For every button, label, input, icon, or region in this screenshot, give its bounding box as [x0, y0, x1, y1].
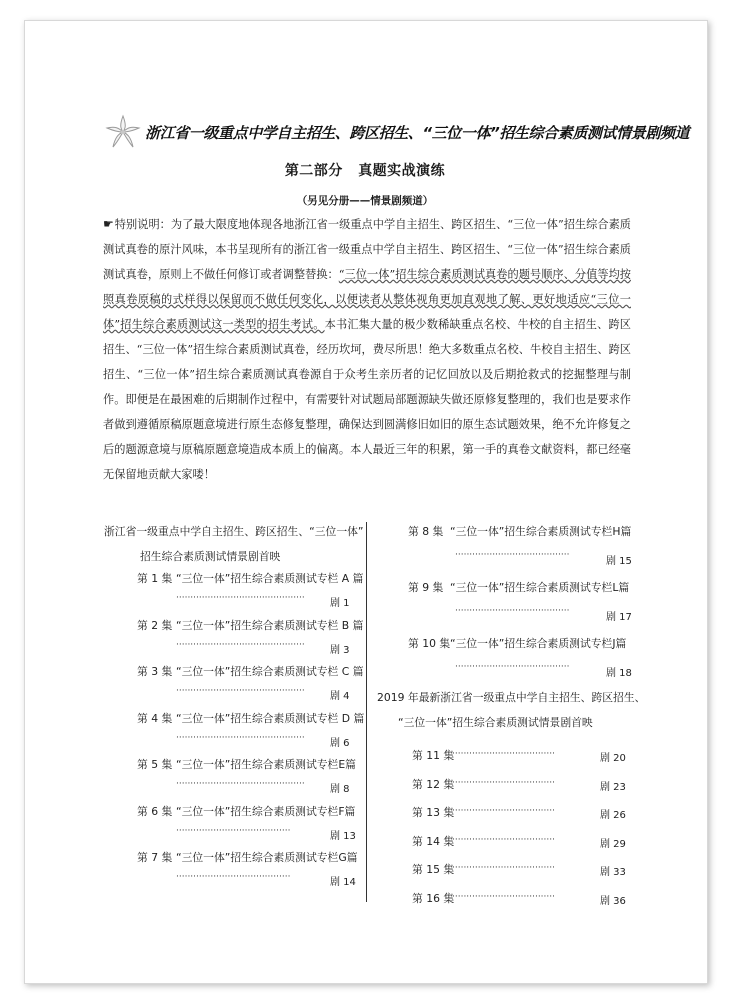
toc-right-heading-1: 2019 年最新浙江省一级重点中学自主招生、跨区招生、	[377, 691, 646, 704]
intro-text-2: “三位一体”招生综合素质测试真卷的题号顺序、分值等均按照真卷原稿的式样得以保留而不做任何变化，以便读者从整体视角更加直观地了解、更好地适应“三位一体”招生综合素质测试这一类型的招生考试。	[103, 268, 631, 331]
section-title	[0, 160, 730, 180]
toc-leader-dots: ·············································	[176, 639, 305, 650]
toc-episode: 第 13 集	[412, 806, 455, 820]
toc-page-number: 剧 20	[600, 753, 626, 764]
toc-page-number: 剧 23	[600, 781, 626, 793]
toc-entry-title: “三位一体”招生综合素质测试专栏 C 篇	[176, 665, 364, 678]
toc-episode: 第 7 集	[137, 851, 173, 864]
toc-page-number: 剧 6	[330, 737, 350, 749]
intro-text-1: 特别说明：为了最大限度地体现各地浙江省一级重点中学自主招生、跨区招生、“三位一体”招生综合素质测试真卷的原汁风味，本书呈现所有的浙江省一级重点中学自主招生、跨区招生、“三位一体”招生综合素质测试真卷，原则上不做任何修订或者调整替换：	[103, 218, 631, 281]
page-title: 浙江省一级重点中学自主招生、跨区招生、“三位一体”招生综合素质测试情景剧频道	[145, 123, 690, 142]
toc-page-number: 剧 14	[330, 877, 356, 888]
flower-star-icon	[105, 114, 141, 150]
toc-leader-dots: ····································	[452, 749, 555, 759]
toc-leader-dots: ········································	[455, 662, 570, 672]
toc-left-heading-1: 浙江省一级重点中学自主招生、跨区招生、“三位一体”	[104, 525, 364, 538]
toc-entry-title: “三位一体”招生综合素质测试专栏 B 篇	[176, 618, 364, 632]
toc-episode: 第 8 集	[408, 525, 444, 538]
toc-leader-dots: ········································	[176, 872, 291, 882]
toc-episode: 第 9 集	[408, 581, 444, 594]
toc-page-number: 剧 4	[330, 691, 350, 702]
pointing-hand-icon: ☛	[103, 217, 114, 231]
toc-leader-dots: ·············································	[176, 732, 305, 743]
toc-episode: 第 1 集	[137, 572, 173, 585]
toc-leader-dots: ·············································	[176, 593, 305, 603]
section-name: 真题实战演练	[358, 163, 446, 179]
toc-entry-title: “三位一体”招生综合素质测试专栏L篇	[450, 581, 630, 594]
toc-episode: 第 12 集	[412, 777, 455, 791]
toc-leader-dots: ·············································	[176, 686, 305, 696]
toc-page-number: 剧 8	[330, 784, 350, 795]
section-note: （另见分册——情景剧频道）	[296, 195, 434, 207]
toc-entry-title: “三位一体”招生综合素质测试专栏J篇	[450, 637, 627, 650]
toc-episode: 第 16 集	[412, 892, 455, 905]
toc-entry-title: “三位一体”招生综合素质测试专栏G篇	[176, 851, 358, 864]
toc-leader-dots: ·············································	[176, 779, 305, 789]
toc-episode: 第 5 集	[137, 758, 173, 771]
toc-page-number: 剧 26	[600, 810, 626, 822]
toc-leader-dots: ····································	[452, 863, 555, 874]
toc-entry-title: “三位一体”招生综合素质测试专栏 D 篇	[176, 711, 365, 725]
toc-leader-dots: ····································	[452, 892, 555, 902]
toc-episode: 第 6 集	[137, 804, 173, 818]
main-title	[105, 114, 689, 150]
toc-episode: 第 10 集	[408, 637, 451, 650]
toc-episode: 第 11 集	[412, 749, 455, 762]
section-part: 第二部分	[284, 163, 343, 179]
intro-text-3: 本书汇集大量的极少数稀缺重点名校、牛校的自主招生、跨区招生、“三位一体”招生综合素质测试真卷，经历坎坷，费尽所思！绝大多数重点名校、牛校自主招生、跨区招生、“三位一体”招生综合素质测试真卷源自于众考生亲历者的记忆回放以及后期抢救式的挖掘整理与制作。即便是在最困难的后期制作过程中，有需要针对试题局部题源缺失做还原修复整理的，我们也是要求作者做到遵循原稿原题意境进行原生态修复整理，确保达到圆满修旧如旧的原生态试题效果，绝不允许修复之后的题源意境与原稿原题意境造成本质上的偏离。本人最近三年的积累，第一手的真卷文献资料，都已经毫无保留地贡献大家喽！	[103, 318, 631, 481]
toc-page-number: 剧 29	[600, 838, 626, 850]
toc-page-number: 剧 13	[330, 830, 356, 842]
toc-page-number: 剧 1	[330, 598, 350, 609]
toc-leader-dots: ····································	[452, 834, 555, 845]
toc-page-number: 剧 36	[600, 896, 626, 907]
toc-episode: 第 14 集	[412, 834, 455, 848]
toc-leader-dots: ····································	[452, 777, 555, 788]
toc-leader-dots: ········································	[455, 550, 570, 560]
toc-left-heading-2: 招生综合素质测试情景剧首映	[140, 550, 281, 563]
column-divider	[366, 522, 367, 902]
toc-entry-title: “三位一体”招生综合素质测试专栏F篇	[176, 804, 356, 818]
toc-leader-dots: ····································	[452, 806, 555, 817]
toc-page-number: 剧 33	[600, 867, 626, 879]
toc-page-number: 剧 3	[330, 644, 350, 656]
toc-page-number: 剧 17	[606, 612, 632, 623]
toc-page-number: 剧 15	[606, 556, 632, 567]
toc-episode: 第 15 集	[412, 863, 455, 877]
toc-page-number: 剧 18	[606, 668, 632, 679]
toc-entry-title: “三位一体”招生综合素质测试专栏 A 篇	[176, 572, 364, 585]
toc-episode: 第 2 集	[137, 618, 173, 632]
toc-episode: 第 3 集	[137, 665, 173, 678]
toc-entry-title: “三位一体”招生综合素质测试专栏H篇	[450, 525, 632, 538]
intro-paragraph	[103, 212, 631, 487]
toc-leader-dots: ········································	[176, 825, 291, 836]
toc-entry-title: “三位一体”招生综合素质测试专栏E篇	[176, 758, 356, 771]
toc-right-heading-2: “三位一体”招生综合素质测试情景剧首映	[398, 716, 593, 729]
toc-leader-dots: ········································	[455, 606, 570, 616]
toc-episode: 第 4 集	[137, 711, 173, 725]
